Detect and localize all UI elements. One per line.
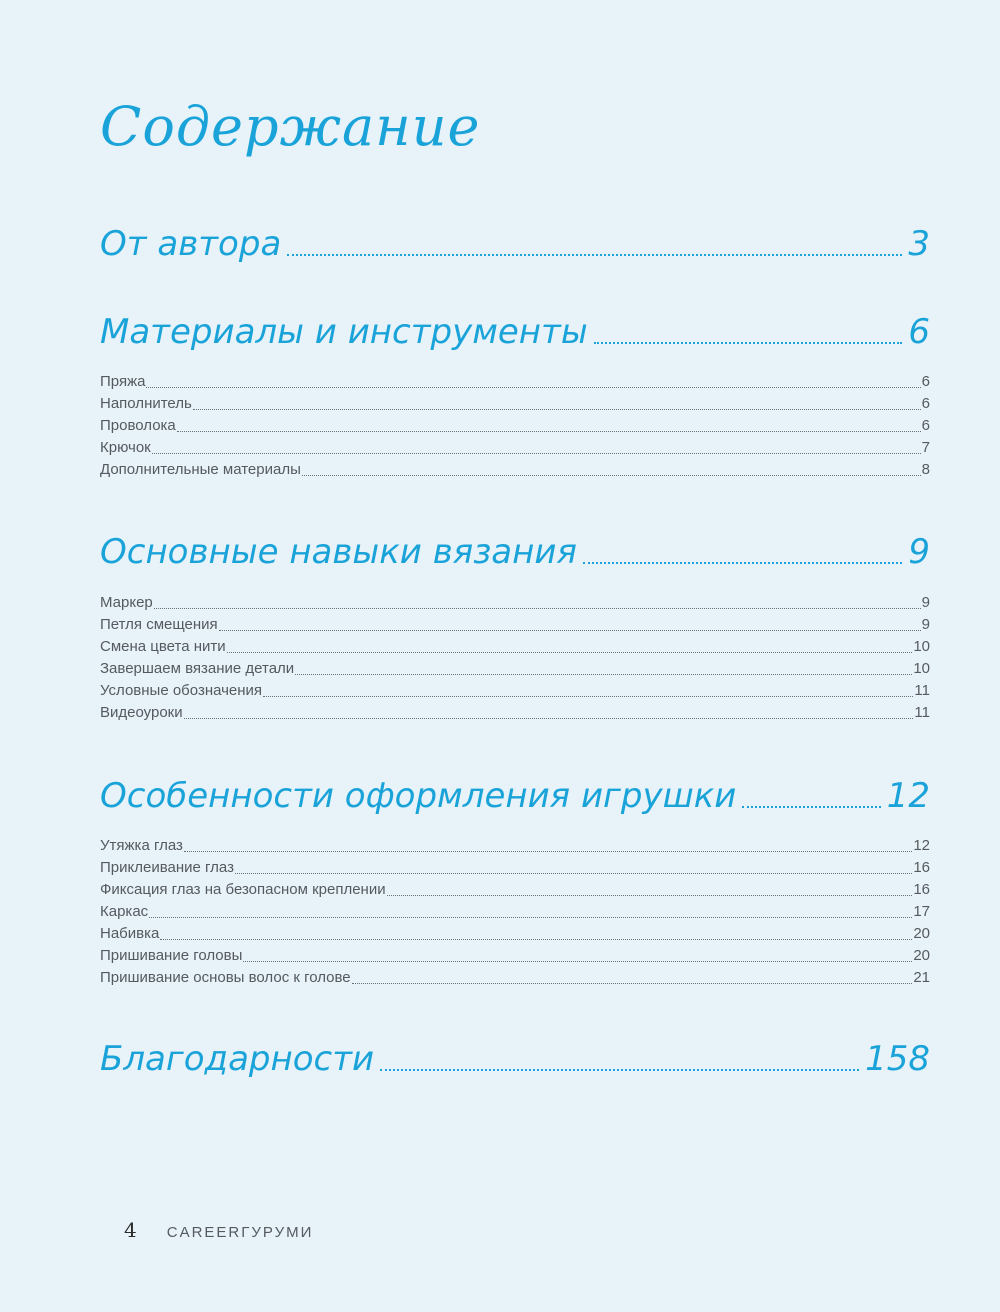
dot-leader xyxy=(219,629,921,631)
dot-leader xyxy=(149,916,912,918)
toc-entry-title: Приклеивание глаз xyxy=(100,859,234,876)
dot-leader xyxy=(387,894,913,896)
toc-entry-title: Каркас xyxy=(100,903,149,920)
toc-chapter-page: 6 xyxy=(908,312,930,352)
dot-leader xyxy=(295,673,912,675)
page-footer xyxy=(124,1218,313,1242)
toc-entry-page: 6 xyxy=(921,395,930,412)
dot-leader xyxy=(243,960,912,962)
toc-entry[interactable] xyxy=(100,835,930,857)
toc-entry-page: 6 xyxy=(921,373,930,390)
dot-leader xyxy=(287,253,902,256)
dot-leader xyxy=(152,452,921,454)
dot-leader xyxy=(160,938,912,940)
toc-entry[interactable] xyxy=(100,636,930,658)
toc-entry-title: Условные обозначения xyxy=(100,682,263,699)
toc-entry-page: 9 xyxy=(921,616,930,633)
toc-chapter-title: Основные навыки вязания xyxy=(100,532,577,572)
toc-entry-title: Крючок xyxy=(100,439,151,456)
dot-leader xyxy=(352,982,913,984)
toc-chapter-page: 3 xyxy=(908,224,930,264)
dot-leader xyxy=(583,561,902,564)
dot-leader xyxy=(146,386,920,388)
dot-leader xyxy=(154,607,921,609)
toc-entry[interactable] xyxy=(100,393,930,415)
footer-page-number: 4 xyxy=(124,1218,137,1242)
dot-leader xyxy=(302,474,921,476)
toc-chapter-title: От автора xyxy=(100,224,282,264)
toc-chapter[interactable] xyxy=(100,530,930,574)
toc-entry-page: 10 xyxy=(913,638,930,655)
toc-entry-page: 6 xyxy=(921,417,930,434)
toc-entry-page: 7 xyxy=(921,439,930,456)
toc-chapter-page: 12 xyxy=(886,776,930,816)
toc-entry-title: Наполнитель xyxy=(100,395,192,412)
toc-entry-title: Видеоуроки xyxy=(100,704,183,721)
toc-entry-title: Пряжа xyxy=(100,373,146,390)
toc-entry[interactable] xyxy=(100,879,930,901)
toc-entry[interactable] xyxy=(100,967,930,989)
toc-chapter[interactable] xyxy=(100,1037,930,1081)
toc-entry-title: Проволока xyxy=(100,417,176,434)
dot-leader xyxy=(380,1068,859,1071)
toc-entry[interactable] xyxy=(100,857,930,879)
toc-entry[interactable] xyxy=(100,614,930,636)
toc-entry-page: 11 xyxy=(914,682,930,699)
toc-chapter-title: Особенности оформления игрушки xyxy=(100,776,737,816)
toc-entry-title: Смена цвета нити xyxy=(100,638,226,655)
toc-chapter[interactable] xyxy=(100,222,930,266)
toc-chapter[interactable] xyxy=(100,310,930,354)
dot-leader xyxy=(235,872,912,874)
toc-entry-title: Завершаем вязание детали xyxy=(100,660,295,677)
toc-entry-title: Маркер xyxy=(100,594,153,611)
toc-entry-page: 10 xyxy=(913,660,930,677)
toc-entry-page: 21 xyxy=(913,969,930,986)
dot-leader xyxy=(742,805,880,808)
toc-entry-title: Утяжка глаз xyxy=(100,837,183,854)
toc-chapter-page: 158 xyxy=(865,1039,930,1079)
toc-entry[interactable] xyxy=(100,945,930,967)
toc-entry-page: 17 xyxy=(913,903,930,920)
toc-chapter-page: 9 xyxy=(908,532,930,572)
toc-entry[interactable] xyxy=(100,901,930,923)
toc-entry[interactable] xyxy=(100,437,930,459)
toc-entry[interactable] xyxy=(100,459,930,481)
toc-entry-title: Дополнительные материалы xyxy=(100,461,301,478)
dot-leader xyxy=(184,850,912,852)
dot-leader xyxy=(184,717,914,719)
toc-entry[interactable] xyxy=(100,592,930,614)
toc-entry[interactable] xyxy=(100,371,930,393)
toc-entry[interactable] xyxy=(100,923,930,945)
toc-entry-page: 12 xyxy=(913,837,930,854)
toc-chapter-title: Благодарности xyxy=(100,1039,375,1079)
toc-entry[interactable] xyxy=(100,702,930,724)
toc-entry[interactable] xyxy=(100,415,930,437)
toc-entry-title: Пришивание головы xyxy=(100,947,243,964)
footer-brand: CAREERГУРУМИ xyxy=(166,1224,314,1241)
dot-leader xyxy=(227,651,913,653)
dot-leader xyxy=(263,695,913,697)
toc-entry-page: 16 xyxy=(913,859,930,876)
toc-chapter-title: Материалы и инструменты xyxy=(100,312,588,352)
toc-entry-title: Пришивание основы волос к голове xyxy=(100,969,351,986)
dot-leader xyxy=(177,430,921,432)
toc-entry-page: 20 xyxy=(913,947,930,964)
toc-entry-title: Набивка xyxy=(100,925,160,942)
toc-entry[interactable] xyxy=(100,680,930,702)
toc-entry-page: 8 xyxy=(921,461,930,478)
toc-entry-page: 9 xyxy=(921,594,930,611)
toc-entry-page: 11 xyxy=(914,704,930,721)
toc-chapter[interactable] xyxy=(100,774,930,818)
toc-entry[interactable] xyxy=(100,658,930,680)
page-title: Содержание xyxy=(100,95,481,158)
toc-entry-page: 20 xyxy=(913,925,930,942)
dot-leader xyxy=(193,408,921,410)
toc-entry-title: Петля смещения xyxy=(100,616,218,633)
toc-entry-title: Фиксация глаз на безопасном креплении xyxy=(100,881,386,898)
toc-entry-page: 16 xyxy=(913,881,930,898)
dot-leader xyxy=(594,341,903,344)
